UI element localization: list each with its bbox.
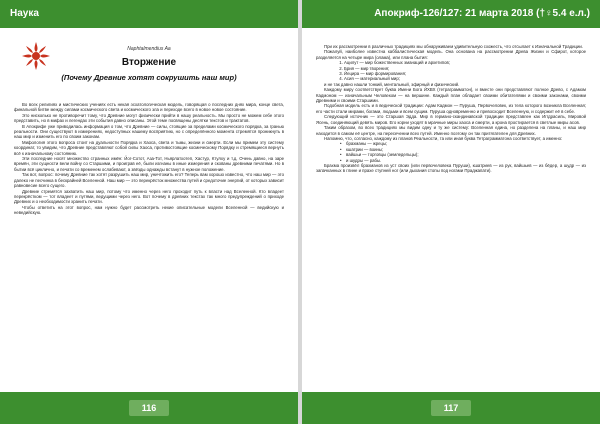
list-item: • вайшьи — торговцы (земледельцы);	[346, 152, 586, 157]
article-author: Naphtalmendius Aa	[127, 46, 171, 52]
paragraph: В Апокрифе уже приводилась информация о том, что Древние — силы, стоящие за пределами космического порядка, за гранью реальности. Они существуют в измерениях, недоступных нашему восприятию, но с определённого момента стремятся проникнуть в наш мир и изменить его по своим законам.	[14, 123, 284, 140]
paragraph: Пожалуй, наиболее известна каббалистическая модель. Она основана на рассмотрении Древа Жизни и Сфирот, которое разделяется на четыре мира (олама), или плана бытия:	[316, 49, 586, 60]
paragraph: Во всех религиях и мистических учениях есть некая эсхатологическая модель, говорящая о последних днях мира, конце света, финальной битве между силами космического света и космического зла и переходе всего в новое новое состояние.	[14, 102, 284, 113]
list-item: 1. Ацилут — мир божественных эманаций и архетипов;	[344, 60, 586, 65]
article-subtitle: (Почему Древние хотят сокрушить наш мир)	[61, 73, 237, 82]
page-number: 117	[431, 400, 471, 416]
right-footer	[302, 392, 600, 424]
left-footer	[0, 392, 298, 424]
paragraph: Брахма произвёл брахманов из уст своих (или первочеловека Пуруши), кшатриев — из рук, вайшьев — из бёдер, а шудр — из запачканных в глине и прахе ступней ног (или дыхания стопы под ногами Праджапати).	[316, 162, 586, 174]
paragraph: Так вот, вопрос: почему Древние так хотят разрушить наш мир, уничтожить его? Теперь вам хорошо известно, что наш мир — это далеко не песчинка в бескрайней Вселенной. Наш мир — это перекрёсток множества путей и средоточие энергий, от которых зависит равновесие всего сущего.	[14, 172, 284, 189]
paragraph: Подобная модель есть и в ведической традиции: Адам Кадмон — Пуруша, Первочеловек, из тела которого возникла Вселенная; его части стали мирами, богами, людьми и всем сущим. Пуруша одновременно и превосходит Вселенную, и содержит её в себе.	[316, 103, 586, 114]
left-body-text	[14, 102, 284, 216]
list-item: • кшатрии — воины;	[346, 147, 586, 152]
paragraph: Чтобы ответить на этот вопрос, нам нужно будет рассмотреть некие описательные модели Вселенной — ведийскую и неведийскую.	[14, 204, 284, 216]
right-header	[302, 0, 600, 28]
right-page	[302, 0, 600, 424]
list-item: • и шудры — рабы.	[346, 158, 586, 163]
varnas-list	[316, 141, 586, 163]
paragraph: Эти последние носят множество странных имён: Йог-Сотот, Аза-Тот, Ньярлатхотеп, Хастур, Ктулху и т.д. Очень давно, на заре времён, эти сущности вели войну со Старшими, и проиграв её, были изгнаны в иные измерения и скованы древними печатями. Но в бытии всё циклично, и печати со временем ослабевают, а звёзды однажды встанут в нужное положение.	[14, 156, 284, 172]
paragraph: При их рассмотрении в различных традициях мы обнаруживаем удивительную схожесть, что отсылает к Изначальной Традиции.	[324, 44, 583, 49]
list-item: 2. Брия — мир творения;	[344, 66, 586, 71]
list-item: 4. Асия — материальный мир;	[344, 76, 586, 81]
issue-title: Апокриф-126/127: 21 марта 2018 (†♀5.4 е.л.)	[374, 8, 590, 19]
left-header	[0, 0, 298, 28]
paragraph: Таким образом, во всех традициях мы видим одну и ту же систему: Вселенная едина, но разделена на планы, и наш мир находится в самом её центре, на пересечении всех путей. Именно поэтому он так притягателен для Древних.	[316, 125, 586, 136]
paragraph: Мифология этого вопроса стоит на дуальности Порядка и Хаоса, света и тьмы, жизни и смерти. Если мы примем эту систему координат, то увидим, что Древние представляют собой силы Хаоса, противостоящие космическому Порядку и стремящиеся вернуть всё к изначальному состоянию.	[14, 139, 284, 156]
paragraph: Следующий источник — это Старшая Эдда. Мир в германо-скандинавской традиции представлен как Иггдрасиль, Мировой Ясень, соединяющий девять миров. Его корни уходят в мрачные миры хаоса и смерти, а крона простирается в светлые миры асов.	[316, 114, 586, 125]
paragraph: Это нисколько не противоречит тому, что Древние могут физически прийти в нашу реальность. Мы просто не можем себе этого представить, но в мифах и легендах эти события давно описаны. Этой теме посвящены десятки текстов и трактатов.	[14, 112, 284, 124]
article-title: Вторжение	[121, 57, 177, 68]
section-title: Наука	[10, 8, 39, 19]
paragraph: Каждому миру соответствует буква Имени Бога ЙХВХ (тетраграмматон), и вместе они представляют полное Древо, с Адамом Кадмоном — изначальным Человеком — на вершине. Каждый план обладает своими обитателями и своими законами, своими Древними и своими Старшими.	[316, 87, 586, 104]
list-item: • брахманы — жрецы;	[346, 141, 586, 146]
right-body-text	[316, 44, 586, 174]
list-item: 3. Йецира — мир формирования;	[344, 71, 586, 76]
left-page	[0, 0, 298, 424]
page-number: 116	[129, 400, 169, 416]
paragraph: и не так давно нашли тонкий, ментальный, эфирный и физический.	[324, 81, 460, 87]
paragraph: Древние стремятся захватить наш мир, потому что именно через него проходит путь к власти над Вселенной. Кто владеет перекрёстком — тот владеет и путями, ведущими через него. Вот почему в древних текстах так много предупреждений о приходе Древних и о необходимости хранить печати.	[14, 188, 284, 205]
paragraph: Напомню, что, согласно, каждому из планов Реальности, та или иная буква Тетраграмматона соответствует, а именно:	[324, 135, 563, 141]
worlds-list	[316, 60, 586, 82]
